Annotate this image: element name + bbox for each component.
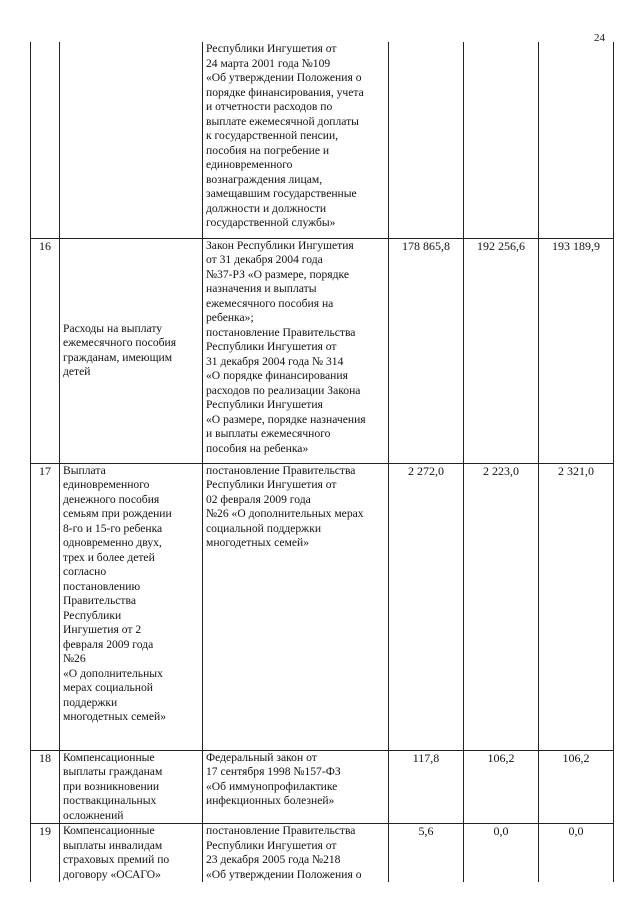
expense-name-line: единовременного <box>63 478 150 491</box>
budget-table <box>30 42 614 882</box>
legal-act-line: №26 «О дополнительных мерах <box>206 507 364 520</box>
expense-name-cell <box>60 238 203 463</box>
legal-act-line: порядке финансирования, учета <box>206 85 364 99</box>
expense-name-line: поствакцинальных <box>63 794 157 807</box>
row-number: 18 <box>39 750 51 765</box>
expense-name-line: многодетных семей» <box>63 710 166 723</box>
legal-act-line: 17 сентября 1998 №157-ФЗ <box>206 765 341 778</box>
expense-name-line: мерах социальной <box>63 681 153 694</box>
legal-act-line: назначения и выплаты <box>206 282 317 295</box>
expense-name-line: №26 <box>63 652 86 665</box>
legal-act-line: социальной поддержки <box>206 521 322 535</box>
table-row <box>31 750 614 824</box>
expense-name-line: поддержки <box>63 695 118 709</box>
expense-name-line: договору «ОСАГО» <box>63 867 161 881</box>
table-row <box>31 463 614 750</box>
expense-name-line: ежемесячного пособия <box>63 336 177 349</box>
legal-act-line: к государственной пенсии, <box>206 129 339 142</box>
amount-cell-1 <box>389 463 464 750</box>
row-number-cell <box>31 463 60 750</box>
amount-cell-2 <box>464 463 539 750</box>
legal-act-line: пособия на погребение и <box>206 143 330 157</box>
legal-act-line: инфекционных болезней» <box>206 794 335 807</box>
expense-name-line: 8-го и 15-го ребенка <box>63 521 163 535</box>
legal-act-line: ежемесячного пособия на <box>206 296 334 310</box>
legal-act-cell <box>203 463 389 750</box>
amount-cell-1 <box>389 42 464 238</box>
legal-act-line: «О размере, порядке назначения <box>206 412 366 426</box>
expense-name-line: постановлению <box>63 579 141 593</box>
amount-value: 0,0 <box>493 824 509 838</box>
legal-act-line: 31 декабря 2004 года № 314 <box>206 354 344 368</box>
expense-name-cell <box>60 824 203 883</box>
legal-act-line: выплате ежемесячной доплаты <box>206 114 359 128</box>
expense-name-line: денежного пособия <box>63 492 160 506</box>
legal-act-line: единовременного <box>206 158 293 171</box>
legal-act-cell <box>203 824 389 883</box>
legal-act-line: 24 марта 2001 года №109 <box>206 56 331 70</box>
amount-value: 106,2 <box>487 750 515 765</box>
amount-value: 0,0 <box>568 824 584 838</box>
legal-act-line: 23 декабря 2005 года №218 <box>206 853 341 866</box>
row-number-cell <box>31 750 60 824</box>
legal-act-line: должности и должности <box>206 201 327 215</box>
expense-name-line: Выплата <box>63 463 106 477</box>
amount-cell-3 <box>539 750 614 824</box>
expense-name-line: Компенсационные <box>63 750 155 764</box>
amount-cell-3 <box>539 42 614 238</box>
amount-value: 2 321,0 <box>558 463 594 478</box>
amount-cell-1 <box>389 238 464 463</box>
row-number: 17 <box>39 463 51 478</box>
amount-cell-3 <box>539 824 614 883</box>
expense-name-line: Расходы на выплату <box>63 321 163 335</box>
legal-act-cell <box>203 42 389 238</box>
expense-name-line: «О дополнительных <box>63 666 163 680</box>
amount-value: 2 223,0 <box>483 463 519 478</box>
row-number: 16 <box>39 238 51 253</box>
table-row <box>31 238 614 463</box>
row-number-cell <box>31 824 60 883</box>
amount-value: 178 865,8 <box>402 238 450 253</box>
legal-act-line: государственной службы» <box>206 216 336 229</box>
legal-act-line: Республики Ингушетия от <box>206 42 337 55</box>
amount-cell-2 <box>464 238 539 463</box>
amount-value: 5,6 <box>418 824 434 838</box>
expense-name-line: Правительства <box>63 594 136 607</box>
table-row <box>31 42 614 238</box>
expense-name-line: выплаты гражданам <box>63 765 163 778</box>
legal-act-line: «Об утверждении Положения о <box>206 867 362 881</box>
amount-value: 193 189,9 <box>552 238 600 253</box>
amount-value: 117,8 <box>412 750 440 765</box>
row-number-cell <box>31 238 60 463</box>
amount-cell-2 <box>464 824 539 883</box>
expense-name-line: осложнений <box>63 808 124 822</box>
legal-act-line: постановление Правительства <box>206 824 356 837</box>
amount-value: 106,2 <box>562 750 590 765</box>
legal-act-cell <box>203 238 389 463</box>
expense-name-line: страховых премий по <box>63 853 170 866</box>
page-number: 24 <box>594 32 605 44</box>
legal-act-line: от 31 декабря 2004 года <box>206 253 323 266</box>
expense-name-cell <box>60 42 203 238</box>
amount-cell-3 <box>539 238 614 463</box>
legal-act-line: Республики Ингушетия <box>206 398 323 411</box>
legal-act-line: пособия на ребенка» <box>206 441 309 455</box>
legal-act-line: Республики Ингушетия от <box>206 838 337 852</box>
legal-act-line: Федеральный закон от <box>206 750 317 764</box>
expense-name-line: одновременно двух, <box>63 536 162 549</box>
legal-act-line: и отчетности расходов по <box>206 100 333 113</box>
expense-name-cell <box>60 463 203 750</box>
amount-value: 2 272,0 <box>408 463 444 478</box>
expense-name-line: семьям при рождении <box>63 507 172 520</box>
legal-act-line: №37-РЗ «О размере, порядке <box>206 267 349 281</box>
legal-act-line: Республики Ингушетия от <box>206 340 337 353</box>
amount-cell-2 <box>464 750 539 824</box>
expense-name-line: детей <box>63 365 91 378</box>
expense-name-line: при возникновении <box>63 779 160 793</box>
legal-act-line: постановление Правительства <box>206 463 356 477</box>
legal-act-line: и выплаты ежемесячного <box>206 427 331 440</box>
expense-name-line: трех и более детей <box>63 550 155 564</box>
legal-act-line: 02 февраля 2009 года <box>206 492 311 506</box>
expense-name-line: выплаты инвалидам <box>63 838 163 852</box>
amount-value: 192 256,6 <box>477 238 525 253</box>
legal-act-line: постановление Правительства <box>206 325 356 339</box>
legal-act-line: Республики Ингушетия от <box>206 478 337 491</box>
legal-act-cell <box>203 750 389 824</box>
amount-cell-1 <box>389 824 464 883</box>
row-number: 19 <box>39 824 51 838</box>
legal-act-line: «О порядке финансирования <box>206 369 348 382</box>
expense-name-line: февраля 2009 года <box>63 637 154 651</box>
legal-act-line: замещавшим государственные <box>206 187 357 200</box>
legal-act-line: вознаграждения лицам, <box>206 172 323 186</box>
expense-name-cell <box>60 750 203 824</box>
legal-act-line: ребенка»; <box>206 311 254 324</box>
amount-cell-1 <box>389 750 464 824</box>
row-number-cell <box>31 42 60 238</box>
legal-act-line: расходов по реализации Закона <box>206 383 361 397</box>
legal-act-line: «Об утверждении Положения о <box>206 71 362 84</box>
expense-name-line: согласно <box>63 565 107 578</box>
expense-name-line: Компенсационные <box>63 824 155 837</box>
legal-act-line: многодетных семей» <box>206 536 309 549</box>
legal-act-line: Закон Республики Ингушетия <box>206 238 354 252</box>
table-row <box>31 824 614 883</box>
expense-name-line: гражданам, имеющим <box>63 350 173 364</box>
expense-name-line: Республики <box>63 608 122 622</box>
expense-name-line: Ингушетия от 2 <box>63 623 142 636</box>
amount-cell-3 <box>539 463 614 750</box>
amount-cell-2 <box>464 42 539 238</box>
legal-act-line: «Об иммунопрофилактике <box>206 779 338 793</box>
